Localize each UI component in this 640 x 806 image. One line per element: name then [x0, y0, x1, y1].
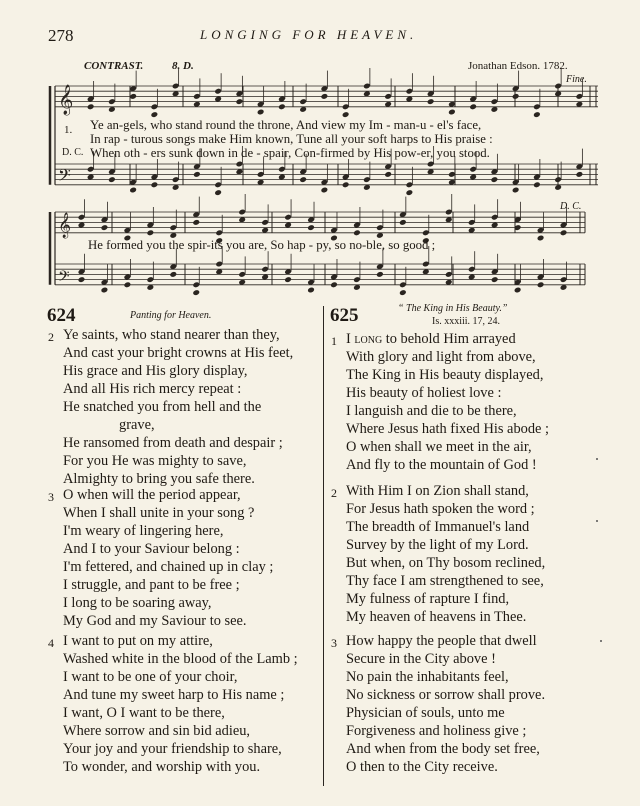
- verse-line: O when will the period appear,: [63, 487, 241, 503]
- verse-line: Physician of souls, unto me: [346, 705, 505, 721]
- verse-line: Secure in the City above !: [346, 651, 496, 667]
- verse-line: And I to your Saviour belong :: [63, 541, 240, 557]
- verse-line: I want, O I want to be there,: [63, 705, 225, 721]
- verse-line: No pain the inhabitants feel,: [346, 669, 509, 685]
- tune-name: CONTRAST.: [84, 60, 144, 72]
- verse-line: Where Jesus hath fixed His abode ;: [346, 421, 550, 437]
- verse-line: Where sorrow and sin bid adieu,: [63, 723, 251, 739]
- verse-line: When I shall unite in your song ?: [63, 505, 255, 521]
- verse-line: [346, 330, 549, 348]
- verse-line: For you He was mighty to save,: [63, 453, 247, 469]
- fine-mark: Fine.: [566, 74, 587, 85]
- dc-verse-marker: D. C.: [62, 147, 84, 158]
- verse-line: O when shall we meet in the air,: [346, 439, 532, 455]
- verse-line: I'm weary of lingering here,: [63, 523, 224, 539]
- paper-speck: [596, 520, 598, 522]
- stanza: [346, 632, 545, 776]
- dc-mark: D. C.: [560, 201, 582, 212]
- paper-speck: [596, 458, 598, 460]
- verse-line: No sickness or sorrow shall prove.: [346, 687, 546, 703]
- page-number: 278: [48, 26, 74, 45]
- verse-line: I want to be one of your choir,: [63, 669, 238, 685]
- first-line-rest: to behold Him arrayed: [382, 331, 516, 347]
- svg-text:𝄞: 𝄞: [58, 85, 74, 115]
- hymn-number: 625: [330, 305, 359, 326]
- lyric-line: In rap - turous songs make Him known, Tune all your soft harps to His praise :: [90, 132, 493, 146]
- svg-text:𝄢: 𝄢: [58, 268, 70, 289]
- stanza-number: 4: [48, 636, 54, 650]
- verse-line: Forgiveness and holiness give ;: [346, 723, 527, 739]
- tune-meter: 8. D.: [172, 60, 194, 72]
- verse-line: Almighty to bring you safe there.: [63, 471, 255, 487]
- verse-line: To wonder, and worship with you.: [63, 759, 261, 775]
- verse-line: I'm fettered, and chained up in clay ;: [63, 559, 274, 575]
- verse-line: And fly to the mountain of God !: [346, 457, 537, 473]
- lyric-line: Ye an-gels, who stand round the throne, And view my Im - man-u - el's face,: [90, 118, 482, 132]
- verse-line: O then to the City receive.: [346, 759, 498, 775]
- verse-line: And all His rich mercy repeat :: [63, 381, 242, 397]
- stanza: [346, 330, 549, 474]
- verse-line: He snatched you from hell and the: [63, 399, 262, 415]
- verse-line: And cast your bright crowns at His feet,: [63, 345, 294, 361]
- paper-speck: [600, 640, 602, 642]
- tune-composer: Jonathan Edson. 1782.: [468, 60, 568, 72]
- verse-line: Ye saints, who stand nearer than they,: [63, 327, 280, 343]
- verse-line: grave,: [119, 417, 155, 433]
- verse-line: Your joy and your friendship to share,: [63, 741, 282, 757]
- stanza: [346, 482, 545, 626]
- verse-line: With Him I on Zion shall stand,: [346, 483, 529, 499]
- lyric-line: When oth - ers sunk down in de - spair, Con-firmed by His pow-er, you stood.: [90, 146, 490, 160]
- stanza-number: 2: [331, 486, 337, 500]
- stanza-number: 3: [331, 636, 337, 650]
- verse-marker: 1.: [64, 124, 73, 136]
- verse-line: His grace and His glory display,: [63, 363, 248, 379]
- stanza: [63, 632, 298, 776]
- hymn-number: 624: [47, 305, 76, 326]
- verse-line: Thy face I am strengthened to see,: [346, 573, 544, 589]
- verse-line: And tune my sweet harp to His name ;: [63, 687, 285, 703]
- first-words: I long: [346, 331, 383, 347]
- verse-line: How happy the people that dwell: [346, 633, 537, 649]
- verse-line: I long to be soaring away,: [63, 595, 212, 611]
- verse-line: My heaven of heavens in Thee.: [346, 609, 527, 625]
- lyric-line: He formed you the spir-its you are, So hap - py, so no-ble, so good ;: [88, 238, 436, 252]
- hymn-title: “ The King in His Beauty.”: [398, 303, 508, 314]
- verse-line: But when, on Thy bosom reclined,: [346, 555, 546, 571]
- stanza: [63, 486, 273, 630]
- verse-line: I want to put on my attire,: [63, 633, 213, 649]
- verse-line: I languish and die to be there,: [346, 403, 517, 419]
- scripture-reference: Is. xxxiii. 17, 24.: [432, 316, 501, 327]
- verse-line: I struggle, and pant to be free ;: [63, 577, 240, 593]
- verse-line: Washed white in the blood of the Lamb ;: [63, 651, 298, 667]
- svg-text:𝄢: 𝄢: [58, 165, 71, 189]
- verse-line: And when from the body set free,: [346, 741, 540, 757]
- verse-line: Survey by the light of my Lord.: [346, 537, 529, 553]
- running-title: LONGING FOR HEAVEN.: [200, 27, 418, 42]
- hymn-title: Panting for Heaven.: [130, 310, 212, 321]
- verse-line: My God and my Saviour to see.: [63, 613, 247, 629]
- verse-line: With glory and light from above,: [346, 349, 536, 365]
- verse-line: His beauty of holiest love :: [346, 385, 502, 401]
- verse-line: The King in His beauty displayed,: [346, 367, 544, 383]
- stanza: [63, 326, 293, 488]
- stanza-number: 1: [331, 334, 337, 348]
- stanza-number: 3: [48, 490, 54, 504]
- verse-line: He ransomed from death and despair ;: [63, 435, 283, 451]
- column-divider: [323, 306, 324, 786]
- verse-line: My fulness of rapture I find,: [346, 591, 510, 607]
- verse-line: The breadth of Immanuel's land: [346, 519, 530, 535]
- svg-text:𝄞: 𝄞: [58, 213, 72, 238]
- stanza-number: 2: [48, 330, 54, 344]
- verse-line: For Jesus hath spoken the word ;: [346, 501, 535, 517]
